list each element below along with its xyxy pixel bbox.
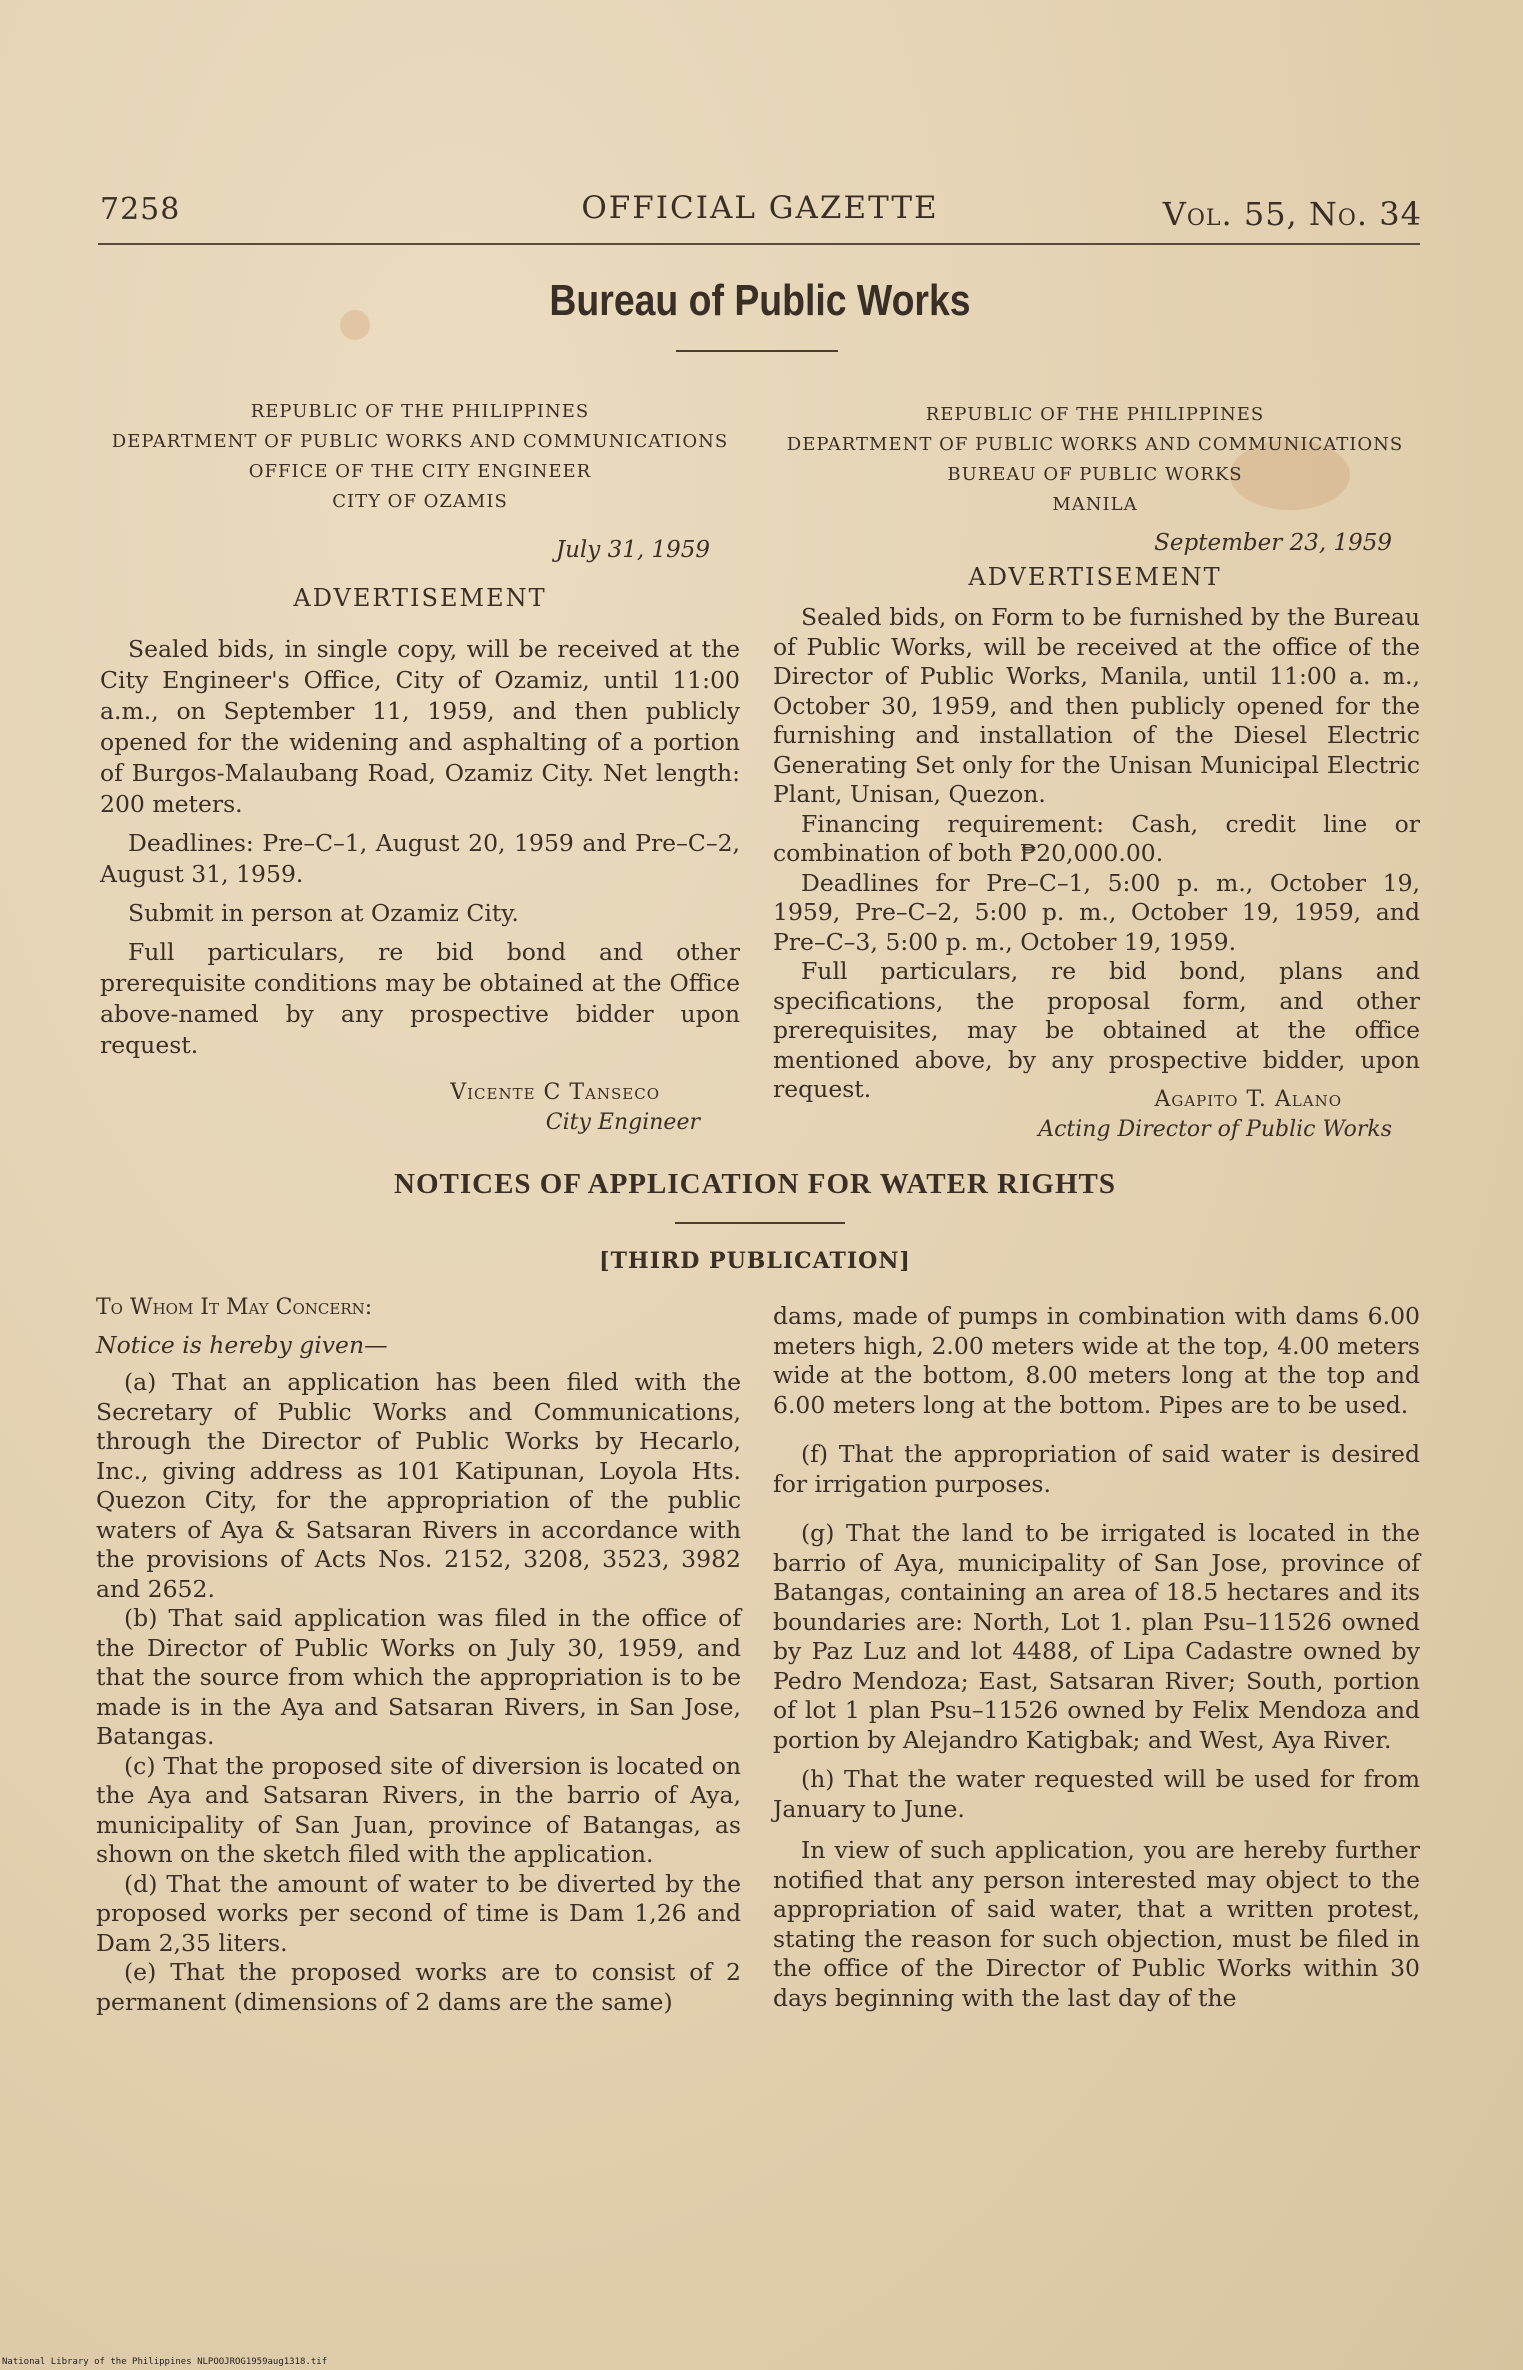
heading-line: DEPARTMENT OF PUBLIC WORKS AND COMMUNICATIONS [786,434,1404,455]
signer-title: City Engineer [545,1110,700,1135]
signer-name: Vicente C Tanseco [450,1080,660,1105]
paragraph: Submit in person at Ozamiz City. [128,899,519,927]
paragraph: (a) That an application has been filed with the Secretary of Public Works and Communications, through the Director of Public Works by Hecarlo, Inc., giving address as 101 Katipunan, Loyola Hts. Quezon City, for the appropriation of the public waters of Aya & Satsaran Rivers in accordance with the provisions of Acts Nos. 2152, 3208, 3523, 3982 and 2652. [96,1368,741,1603]
heading-line: REPUBLIC OF THE PHILIPPINES [925,404,1265,425]
paragraph: (g) That the land to be irrigated is located in the barrio of Aya, municipality of San Jose, province of Batangas, containing an area of 18.5 hectares and its boundaries are: North, Lot 1. plan Psu–11526 owned by Paz Luz and lot 4488, of Lipa Cadastre owned by Pedro Mendoza; East, Satsaran River; South, portion of lot 1 plan Psu–11526 owned by Felix Mendoza and portion by Alejandro Katigbak; and West, Aya River. [773,1519,1420,1754]
paragraph: Full particulars, re bid bond, plans and specifications, the proposal form, and other prerequisites, may be obtained at the office mentioned above, by any prospective bidder, upon request. [773,957,1420,1103]
paragraph: In view of such application, you are hereby further notified that any person interested may object to the appropriation of said water, that a written protest, stating the reason for such objection, must be filed in the office of the Director of Public Works within 30 days beginning with the last day of the [773,1836,1420,2012]
publication-label: [THIRD PUBLICATION] [599,1248,911,1274]
page-number: 7258 [100,192,181,227]
right-notice-heading [770,400,1420,520]
left-notice-title: ADVERTISEMENT [293,584,547,612]
paragraph: Sealed bids, in single copy, will be received at the City Engineer's Office, City of Ozamiz, until 11:00 a.m., on September 11, 1959, and then publicly opened for the widening and asphalting of a portion of Burgos-Malaubang Road, Ozamiz City. Net length: 200 meters. [100,635,740,818]
right-notice-signature [770,1085,1392,1145]
water-rights-title: NOTICES OF APPLICATION FOR WATER RIGHTS [394,1168,1116,1200]
publication-title: OFFICIAL GAZETTE [581,190,939,226]
left-notice-date: July 31, 1959 [555,537,710,563]
heading-line: DEPARTMENT OF PUBLIC WORKS AND COMMUNICATIONS [111,431,729,452]
paragraph: dams, made of pumps in combination with dams 6.00 meters high, 2.00 meters wide at the top, 4.00 meters wide at the bottom, 8.00 meters long at the top and 6.00 meters long at the bottom. Pipes are to be used. [773,1302,1420,1419]
heading-line: BUREAU OF PUBLIC WORKS [947,464,1243,485]
paper-stain [340,310,370,340]
left-notice-signature [100,1078,700,1138]
heading-line: MANILA [1052,494,1138,515]
heading-line: OFFICE OF THE CITY ENGINEER [248,461,592,482]
heading-line: REPUBLIC OF THE PHILIPPINES [250,401,590,422]
scan-footer: National Library of the Philippines NLPOOJROG1959aug1318.tif [2,2357,328,2367]
paragraph: Deadlines for Pre–C–1, 5:00 p. m., October 19, 1959, Pre–C–2, 5:00 p. m., October 19, 1959, and Pre–C–3, 5:00 p. m., October 19, 1959. [773,868,1420,956]
paragraph: (f) That the appropriation of said water is desired for irrigation purposes. [773,1440,1420,1498]
salutation: To Whom It May Concern: [96,1295,373,1320]
volume-issue: Vol. 55, No. 34 [1162,195,1422,233]
paragraph: (h) That the water requested will be used for from January to June. [773,1765,1420,1823]
paragraph: Full particulars, re bid bond and other prerequisite conditions may be obtained at the Office above-named by any prospective bidder upon request. [100,938,740,1059]
signer-name: Agapito T. Alano [1154,1087,1342,1112]
paragraph: Sealed bids, on Form to be furnished by the Bureau of Public Works, will be received at the office of the Director of Public Works, Manila, until 11:00 a. m., October 30, 1959, and then publicly opened for the furnishing and installation of the Diesel Electric Generating Set only for the Unisan Municipal Electric Plant, Unisan, Quezon. [773,603,1420,808]
paragraph: Financing requirement: Cash, credit line or combination of both ₱20,000.00. [773,809,1420,867]
paragraph: (e) That the proposed works are to consist of 2 permanent (dimensions of 2 dams are the same) [96,1958,741,2016]
section-title: Bureau of Public Works [549,276,971,325]
water-rights-right-column [773,1302,1420,2013]
section-title-rule [676,350,838,352]
intro-line: Notice is hereby given— [96,1330,388,1359]
heading-line: CITY OF OZAMIS [332,491,508,512]
header-rule [98,243,1420,245]
paragraph: Deadlines: Pre–C–1, August 20, 1959 and Pre–C–2, August 31, 1959. [100,829,740,888]
left-notice-body [100,634,740,1061]
left-notice-heading [95,397,745,517]
water-rights-left-column [96,1293,741,2017]
paragraph: (b) That said application was filed in the office of the Director of Public Works on July 30, 1959, and that the source from which the appropriation is to be made is in the Aya and Satsaran Rivers, in San Jose, Batangas. [96,1604,741,1750]
signer-title: Acting Director of Public Works [1038,1117,1392,1142]
right-notice-date: September 23, 1959 [1154,530,1392,556]
paragraph: (d) That the amount of water to be diverted by the proposed works per second of time is Dam 1,26 and Dam 2,35 liters. [96,1869,741,1957]
paragraph: (c) That the proposed site of diversion is located on the Aya and Satsaran Rivers, in the barrio of Aya, municipality of San Juan, province of Batangas, as shown on the sketch filed with the application. [96,1751,741,1868]
water-rights-rule [675,1222,845,1224]
right-notice-title: ADVERTISEMENT [968,563,1222,591]
right-notice-body [773,603,1420,1105]
